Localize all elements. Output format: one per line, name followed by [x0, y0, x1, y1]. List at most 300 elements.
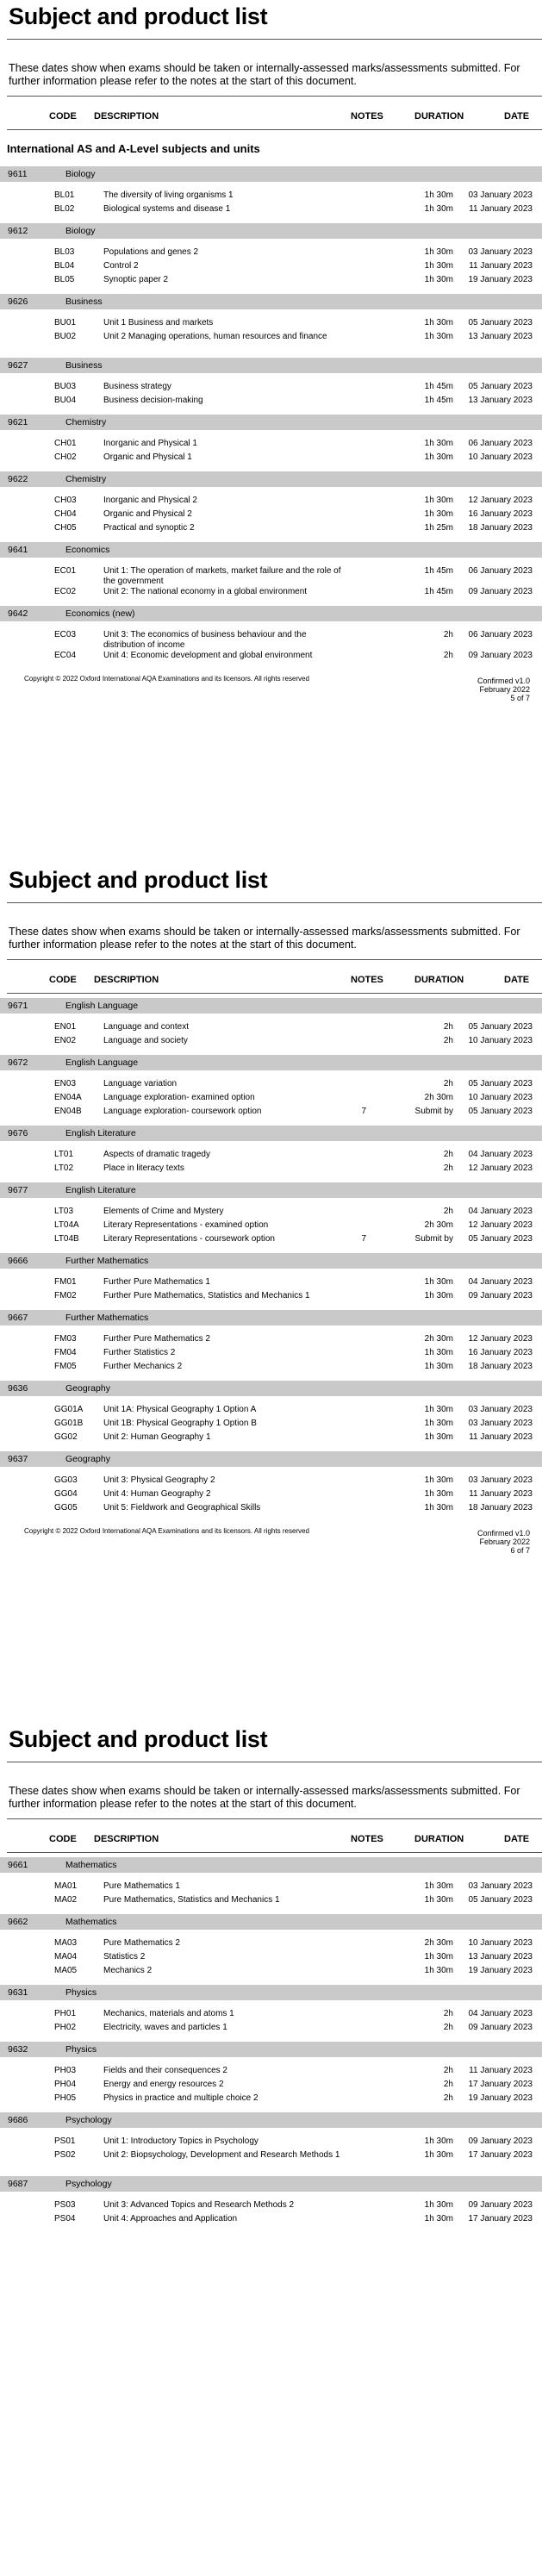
unit-description: Control 2 [103, 261, 139, 271]
unit-duration: Submit by [414, 1107, 453, 1116]
subject-name: Biology [65, 226, 96, 236]
unit-code: EC02 [54, 587, 77, 596]
unit-date: 18 January 2023 [468, 1362, 533, 1371]
unit-description: Organic and Physical 2 [103, 509, 192, 519]
unit-code: EN04A [54, 1093, 82, 1102]
divider [7, 993, 542, 994]
unit-duration: 1h 30m [424, 2136, 453, 2146]
subject-group-header [0, 1857, 542, 1873]
unit-date: 13 January 2023 [468, 332, 533, 341]
unit-duration: 1h 30m [424, 247, 453, 257]
unit-date: 12 January 2023 [468, 1334, 533, 1344]
unit-code: EN03 [54, 1079, 77, 1088]
unit-description: Place in literacy texts [103, 1163, 184, 1173]
unit-duration: 2h [443, 1079, 453, 1088]
subject-code: 9666 [8, 1256, 28, 1266]
unit-date: 13 January 2023 [468, 1952, 533, 1962]
unit-code: PS04 [54, 2214, 76, 2224]
subject-group-header [0, 1182, 542, 1198]
divider [7, 1852, 542, 1853]
unit-code: GG01A [54, 1405, 84, 1414]
unit-description: Pure Mathematics 2 [103, 1938, 180, 1948]
unit-description: Further Pure Mathematics 2 [103, 1334, 210, 1344]
unit-duration: 1h 30m [424, 2150, 453, 2160]
unit-duration: 1h 30m [424, 509, 453, 519]
subject-group-header [0, 2112, 542, 2128]
unit-duration: 1h 30m [424, 1503, 453, 1513]
header-duration: DURATION [414, 975, 464, 985]
unit-date: 19 January 2023 [468, 1966, 533, 1975]
unit-code: MA05 [54, 1966, 78, 1975]
header-notes: NOTES [351, 1834, 383, 1844]
unit-duration: 1h 30m [424, 1881, 453, 1891]
unit-description: Unit 2 Managing operations, human resources and finance [103, 332, 327, 341]
subject-group-header [0, 223, 542, 239]
subject-name: Chemistry [65, 474, 107, 484]
unit-date: 03 January 2023 [468, 1419, 533, 1428]
unit-code: GG02 [54, 1432, 78, 1442]
unit-duration: 1h 30m [424, 1348, 453, 1357]
unit-description: Electricity, waves and particles 1 [103, 2023, 227, 2032]
unit-code: BU03 [54, 382, 77, 391]
subject-name: English Language [65, 1001, 139, 1011]
unit-code: EN01 [54, 1022, 77, 1032]
column-headers [7, 974, 542, 988]
subject-group-header [0, 471, 542, 487]
subject-code: 9661 [8, 1860, 28, 1870]
page-title: Subject and product list [9, 867, 268, 893]
unit-description: Mechanics, materials and atoms 1 [103, 2009, 234, 2018]
subject-code: 9687 [8, 2179, 28, 2189]
unit-date: 11 January 2023 [469, 1489, 533, 1499]
unit-duration: 2h 30m [424, 1220, 453, 1230]
unit-description: Unit 2: Human Geography 1 [103, 1432, 211, 1442]
subject-group-header [0, 1055, 542, 1070]
subject-name: Physics [65, 2044, 97, 2055]
header-date: DATE [504, 111, 530, 122]
unit-date: 06 January 2023 [468, 630, 533, 639]
subject-code: 9641 [8, 545, 28, 555]
unit-description: Unit 1: The operation of markets, market failure and the role of the government [103, 566, 341, 586]
subject-code: 9637 [8, 1454, 28, 1464]
unit-description: Unit 1: Introductory Topics in Psychology [103, 2136, 259, 2146]
unit-date: 19 January 2023 [468, 275, 533, 284]
subject-name: Chemistry [65, 417, 107, 427]
unit-description: Business decision-making [103, 396, 203, 405]
unit-duration: 1h 30m [424, 452, 453, 462]
unit-code: BL04 [54, 261, 75, 271]
unit-duration: 1h 30m [424, 275, 453, 284]
page [0, 1723, 542, 2576]
header-description: DESCRIPTION [94, 1834, 159, 1844]
unit-code: BL01 [54, 190, 75, 200]
version-info [457, 1529, 530, 1555]
unit-description: Unit 3: Advanced Topics and Research Methods 2 [103, 2200, 295, 2210]
unit-code: GG03 [54, 1475, 78, 1485]
page [0, 0, 542, 853]
unit-description: Unit 2: The national economy in a global environment [103, 587, 308, 596]
unit-duration: 2h 30m [424, 1334, 453, 1344]
unit-code: LT04A [54, 1220, 79, 1230]
divider [7, 902, 542, 903]
subject-code: 9611 [8, 169, 28, 179]
subject-code: 9686 [8, 2115, 28, 2125]
unit-date: 09 January 2023 [468, 587, 533, 596]
unit-duration: 1h 30m [424, 1489, 453, 1499]
subject-name: Mathematics [65, 1860, 117, 1870]
unit-duration: 2h [443, 2080, 453, 2089]
unit-date: 09 January 2023 [468, 1291, 533, 1300]
unit-date: 04 January 2023 [468, 2009, 533, 2018]
unit-code: EC03 [54, 630, 77, 639]
unit-duration: 2h [443, 1163, 453, 1173]
unit-date: 19 January 2023 [468, 2093, 533, 2103]
subject-name: Geography [65, 1454, 110, 1464]
unit-description: Unit 4: Approaches and Application [103, 2214, 238, 2224]
unit-code: LT03 [54, 1207, 74, 1216]
version-line: 6 of 7 [510, 1546, 530, 1555]
unit-description: Mechanics 2 [103, 1966, 153, 1975]
header-notes: NOTES [351, 975, 383, 985]
subject-group-header [0, 1126, 542, 1141]
page [0, 864, 542, 1717]
unit-description: Unit 4: Human Geography 2 [103, 1489, 211, 1499]
unit-date: 05 January 2023 [468, 1234, 533, 1244]
unit-duration: 1h 30m [424, 1405, 453, 1414]
unit-description: Aspects of dramatic tragedy [103, 1150, 210, 1159]
subject-name: Economics [65, 545, 110, 555]
unit-code: PH01 [54, 2009, 77, 2018]
unit-date: 05 January 2023 [468, 382, 533, 391]
unit-description: Further Pure Mathematics, Statistics and Mechanics 1 [103, 1291, 310, 1300]
unit-duration: 1h 30m [424, 1419, 453, 1428]
unit-date: 10 January 2023 [468, 1093, 533, 1102]
unit-date: 09 January 2023 [468, 2136, 533, 2146]
unit-description: Pure Mathematics 1 [103, 1881, 180, 1891]
unit-description: Language and society [103, 1036, 188, 1045]
unit-date: 11 January 2023 [469, 261, 533, 271]
unit-code: BU01 [54, 318, 77, 327]
intro-text: These dates show when exams should be taken or internally-assessed marks/assessments submitted. For further information please refer to the notes at the start of this document. [9, 62, 520, 87]
subject-name: Business [65, 360, 103, 371]
divider [7, 39, 542, 40]
header-code: CODE [49, 975, 77, 985]
unit-notes: 7 [361, 1234, 366, 1244]
version-line: 5 of 7 [510, 694, 530, 702]
subject-name: Psychology [65, 2115, 112, 2125]
unit-description: Language and context [103, 1022, 189, 1032]
subject-name: Further Mathematics [65, 1256, 149, 1266]
subject-code: 9621 [8, 417, 28, 427]
unit-description: Unit 1A: Physical Geography 1 Option A [103, 1405, 257, 1414]
unit-description: Unit 1 Business and markets [103, 318, 214, 327]
version-line: Confirmed v1.0 [477, 677, 530, 685]
subject-group-header [0, 998, 542, 1014]
unit-duration: 1h 30m [424, 204, 453, 214]
unit-description: Unit 1B: Physical Geography 1 Option B [103, 1419, 257, 1428]
unit-duration: 1h 30m [424, 261, 453, 271]
subject-code: 9671 [8, 1001, 28, 1011]
unit-duration: 2h [443, 2066, 453, 2075]
subject-name: Biology [65, 169, 96, 179]
unit-duration: 1h 30m [424, 1362, 453, 1371]
unit-duration: 2h [443, 1207, 453, 1216]
subject-group-header [0, 606, 542, 621]
unit-code: PH05 [54, 2093, 77, 2103]
unit-description: Pure Mathematics, Statistics and Mechanics 1 [103, 1895, 280, 1905]
subject-name: Business [65, 296, 103, 307]
unit-date: 04 January 2023 [468, 1150, 533, 1159]
subject-code: 9676 [8, 1128, 28, 1138]
unit-duration: 1h 30m [424, 1432, 453, 1442]
header-description: DESCRIPTION [94, 975, 159, 985]
version-line: February 2022 [479, 1537, 530, 1546]
unit-date: 03 January 2023 [468, 190, 533, 200]
subject-code: 9636 [8, 1383, 28, 1394]
unit-notes: 7 [361, 1107, 366, 1116]
unit-duration: 1h 30m [424, 1277, 453, 1287]
intro-text: These dates show when exams should be taken or internally-assessed marks/assessments submitted. For further information please refer to the notes at the start of this document. [9, 926, 520, 951]
subject-name: Economics (new) [65, 608, 135, 619]
subject-group-header [0, 294, 542, 309]
unit-code: CH05 [54, 523, 77, 533]
unit-description: The diversity of living organisms 1 [103, 190, 234, 200]
unit-description: Populations and genes 2 [103, 247, 199, 257]
unit-date: 09 January 2023 [468, 2200, 533, 2210]
unit-code: PS01 [54, 2136, 76, 2146]
subject-code: 9632 [8, 2044, 28, 2055]
unit-date: 03 January 2023 [468, 1881, 533, 1891]
subject-name: Psychology [65, 2179, 112, 2189]
unit-duration: 2h 30m [424, 1093, 453, 1102]
unit-code: FM02 [54, 1291, 77, 1300]
unit-duration: 1h 30m [424, 1952, 453, 1962]
unit-description: Literary Representations - coursework option [103, 1234, 275, 1244]
unit-code: GG04 [54, 1489, 78, 1499]
unit-duration: 1h 30m [424, 1475, 453, 1485]
unit-duration: 2h [443, 2009, 453, 2018]
subject-group-header [0, 166, 542, 182]
divider [7, 1818, 542, 1819]
page-title: Subject and product list [9, 3, 268, 29]
unit-description: Unit 2: Biopsychology, Development and Research Methods 1 [103, 2150, 340, 2160]
page-title: Subject and product list [9, 1726, 268, 1752]
unit-date: 17 January 2023 [468, 2080, 533, 2089]
unit-code: PH03 [54, 2066, 77, 2075]
subject-group-header [0, 2042, 542, 2057]
subject-code: 9672 [8, 1057, 28, 1068]
header-date: DATE [504, 1834, 530, 1844]
unit-date: 03 January 2023 [468, 247, 533, 257]
divider [7, 96, 542, 97]
version-info [457, 677, 530, 702]
unit-duration: 1h 30m [424, 2214, 453, 2224]
unit-duration: 1h 30m [424, 318, 453, 327]
unit-code: EC04 [54, 651, 77, 660]
unit-date: 10 January 2023 [468, 452, 533, 462]
unit-duration: 1h 25m [424, 523, 453, 533]
unit-date: 17 January 2023 [468, 2214, 533, 2224]
unit-code: CH01 [54, 439, 77, 448]
subject-name: Geography [65, 1383, 110, 1394]
column-headers [7, 1833, 542, 1847]
header-code: CODE [49, 1834, 77, 1844]
unit-description: Practical and synoptic 2 [103, 523, 195, 533]
unit-description: Fields and their consequences 2 [103, 2066, 227, 2075]
unit-duration: Submit by [414, 1234, 453, 1244]
unit-code: EN04B [54, 1107, 82, 1116]
unit-code: FM04 [54, 1348, 77, 1357]
subject-group-header [0, 542, 542, 558]
header-description: DESCRIPTION [94, 111, 159, 122]
unit-date: 03 January 2023 [468, 1475, 533, 1485]
subject-group-header [0, 1914, 542, 1930]
unit-description: Language variation [103, 1079, 178, 1088]
copyright: Copyright © 2022 Oxford International AQA Examinations and its licensors. All rights reserved [24, 1527, 309, 1535]
section-title: International AS and A-Level subjects and units [7, 142, 260, 155]
unit-code: EN02 [54, 1036, 77, 1045]
unit-duration: 2h [443, 1022, 453, 1032]
unit-date: 05 January 2023 [468, 1107, 533, 1116]
unit-code: GG05 [54, 1503, 78, 1513]
unit-code: FM05 [54, 1362, 77, 1371]
unit-code: PS03 [54, 2200, 76, 2210]
intro-text: These dates show when exams should be taken or internally-assessed marks/assessments submitted. For further information please refer to the notes at the start of this document. [9, 1785, 520, 1810]
unit-duration: 1h 45m [424, 396, 453, 405]
unit-duration: 1h 30m [424, 439, 453, 448]
unit-date: 18 January 2023 [468, 1503, 533, 1513]
subject-code: 9612 [8, 226, 28, 236]
header-date: DATE [504, 975, 530, 985]
unit-date: 04 January 2023 [468, 1207, 533, 1216]
subject-group-header [0, 1381, 542, 1396]
unit-code: CH03 [54, 496, 77, 505]
unit-duration: 2h [443, 1150, 453, 1159]
unit-date: 05 January 2023 [468, 1895, 533, 1905]
unit-date: 10 January 2023 [468, 1036, 533, 1045]
unit-description: Language exploration- coursework option [103, 1107, 262, 1116]
unit-code: LT02 [54, 1163, 74, 1173]
unit-description: Further Statistics 2 [103, 1348, 176, 1357]
divider [7, 959, 542, 960]
copyright: Copyright © 2022 Oxford International AQA Examinations and its licensors. All rights reserved [24, 675, 309, 683]
version-line: February 2022 [479, 685, 530, 694]
unit-duration: 1h 30m [424, 2200, 453, 2210]
unit-code: EC01 [54, 566, 77, 576]
unit-duration: 1h 45m [424, 566, 453, 576]
unit-date: 11 January 2023 [469, 204, 533, 214]
unit-description: Literary Representations - examined option [103, 1220, 269, 1230]
unit-code: CH04 [54, 509, 77, 519]
unit-code: BU04 [54, 396, 77, 405]
unit-description: Unit 4: Economic development and global environment [103, 651, 313, 660]
subject-code: 9626 [8, 296, 28, 307]
unit-date: 06 January 2023 [468, 439, 533, 448]
unit-duration: 2h [443, 630, 453, 639]
unit-code: PH02 [54, 2023, 77, 2032]
header-duration: DURATION [414, 111, 464, 122]
subject-group-header [0, 415, 542, 430]
unit-duration: 2h [443, 651, 453, 660]
unit-date: 12 January 2023 [468, 1163, 533, 1173]
header-code: CODE [49, 111, 77, 122]
unit-description: Inorganic and Physical 2 [103, 496, 197, 505]
subject-code: 9677 [8, 1185, 28, 1195]
unit-duration: 1h 45m [424, 587, 453, 596]
unit-date: 10 January 2023 [468, 1938, 533, 1948]
subject-code: 9627 [8, 360, 28, 371]
header-duration: DURATION [414, 1834, 464, 1844]
subject-name: English Language [65, 1057, 139, 1068]
unit-description: Language exploration- examined option [103, 1093, 255, 1102]
unit-date: 11 January 2023 [469, 1432, 533, 1442]
column-headers [7, 110, 542, 124]
subject-group-header [0, 2176, 542, 2192]
unit-code: MA02 [54, 1895, 78, 1905]
unit-date: 18 January 2023 [468, 523, 533, 533]
unit-duration: 2h [443, 2023, 453, 2032]
subject-name: Further Mathematics [65, 1313, 149, 1323]
subject-group-header [0, 1253, 542, 1269]
unit-duration: 1h 30m [424, 332, 453, 341]
unit-date: 05 January 2023 [468, 1022, 533, 1032]
unit-description: Elements of Crime and Mystery [103, 1207, 224, 1216]
unit-description: Biological systems and disease 1 [103, 204, 231, 214]
unit-description: Statistics 2 [103, 1952, 146, 1962]
unit-duration: 1h 45m [424, 382, 453, 391]
unit-description: Business strategy [103, 382, 171, 391]
unit-code: MA04 [54, 1952, 78, 1962]
unit-duration: 1h 30m [424, 1895, 453, 1905]
unit-code: BU02 [54, 332, 77, 341]
unit-description: Synoptic paper 2 [103, 275, 169, 284]
unit-date: 04 January 2023 [468, 1277, 533, 1287]
unit-code: BL03 [54, 247, 75, 257]
unit-code: PH04 [54, 2080, 77, 2089]
unit-date: 05 January 2023 [468, 318, 533, 327]
subject-name: Mathematics [65, 1917, 117, 1927]
unit-description: Unit 3: Physical Geography 2 [103, 1475, 215, 1485]
unit-description: Organic and Physical 1 [103, 452, 192, 462]
unit-code: FM01 [54, 1277, 77, 1287]
subject-code: 9667 [8, 1313, 28, 1323]
unit-description: Physics in practice and multiple choice 2 [103, 2093, 259, 2103]
subject-group-header [0, 1985, 542, 2000]
subject-group-header [0, 1310, 542, 1325]
unit-code: GG01B [54, 1419, 84, 1428]
unit-code: LT01 [54, 1150, 74, 1159]
unit-duration: 1h 30m [424, 1291, 453, 1300]
unit-duration: 2h [443, 2093, 453, 2103]
unit-code: PS02 [54, 2150, 76, 2160]
unit-code: LT04B [54, 1234, 79, 1244]
unit-date: 05 January 2023 [468, 1079, 533, 1088]
unit-code: FM03 [54, 1334, 77, 1344]
unit-description: Inorganic and Physical 1 [103, 439, 197, 448]
unit-date: 09 January 2023 [468, 651, 533, 660]
unit-duration: 1h 30m [424, 496, 453, 505]
unit-date: 03 January 2023 [468, 1405, 533, 1414]
unit-date: 12 January 2023 [468, 496, 533, 505]
unit-duration: 2h 30m [424, 1938, 453, 1948]
unit-code: BL05 [54, 275, 75, 284]
unit-description: Energy and energy resources 2 [103, 2080, 224, 2089]
unit-code: BL02 [54, 204, 75, 214]
subject-group-header [0, 1451, 542, 1467]
divider [7, 129, 542, 130]
unit-date: 12 January 2023 [468, 1220, 533, 1230]
header-notes: NOTES [351, 111, 383, 122]
